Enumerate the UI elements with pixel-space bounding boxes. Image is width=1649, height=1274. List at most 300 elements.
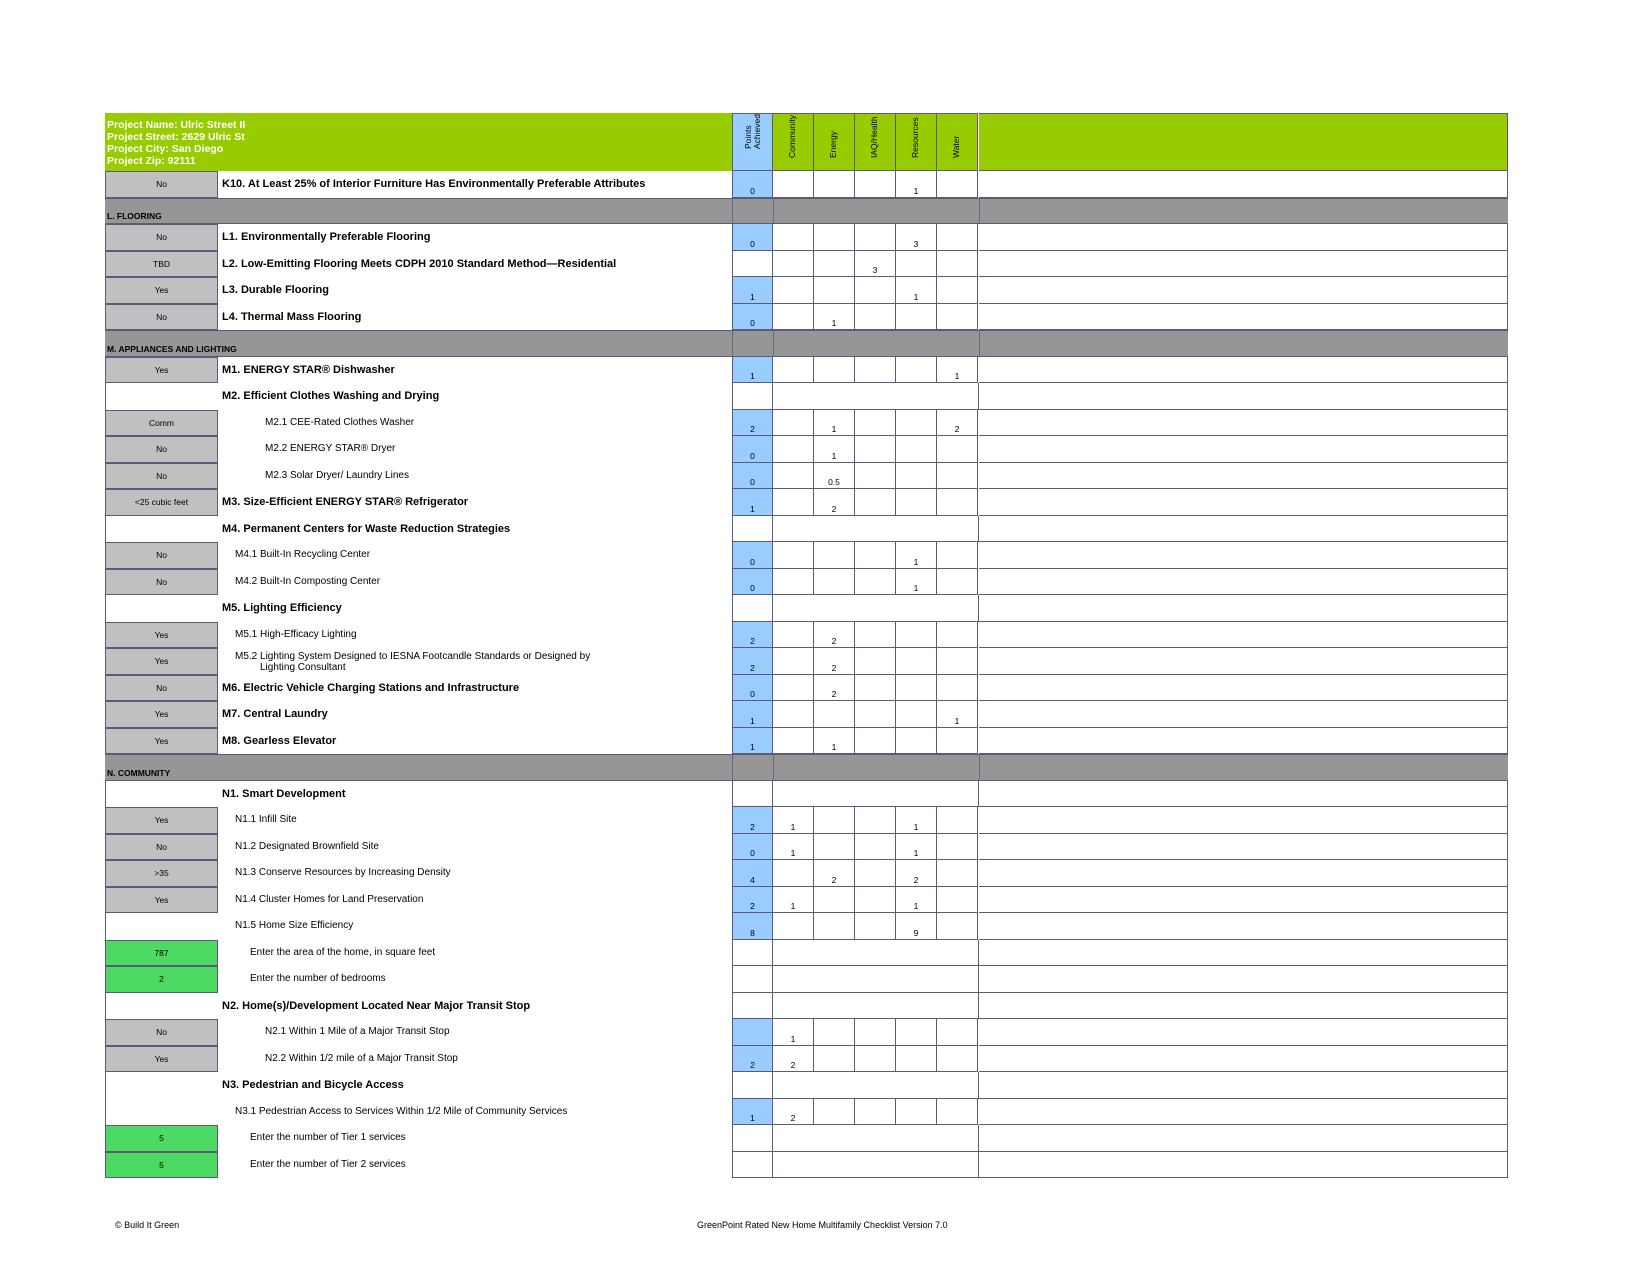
notes-cell[interactable] (979, 489, 1508, 516)
notes-cell[interactable] (979, 277, 1508, 304)
points-achieved-cell (732, 675, 773, 702)
iaq-health-points-cell (855, 436, 896, 463)
checklist-row (105, 1019, 1508, 1046)
measure-label: N1.4 Cluster Homes for Land Preservation (235, 893, 424, 905)
points-achieved-cell (732, 542, 773, 569)
checklist-row (105, 357, 1508, 384)
resources-points-cell (896, 171, 937, 198)
section-row (105, 754, 1508, 781)
category-merged-cell (773, 595, 979, 622)
water-points-cell (937, 1046, 978, 1073)
points-achieved-cell (732, 622, 773, 649)
notes-cell[interactable] (979, 1072, 1508, 1099)
resources-points-cell (896, 542, 937, 569)
notes-cell[interactable] (979, 171, 1508, 198)
response-select[interactable]: Yes (105, 277, 218, 304)
notes-cell[interactable] (979, 834, 1508, 861)
community-points-cell (773, 807, 814, 834)
water-points-cell (937, 887, 978, 914)
measure-description (218, 410, 732, 437)
checklist-row (105, 940, 1508, 967)
measure-description (218, 913, 732, 940)
community-points-cell (773, 277, 814, 304)
checklist-row (105, 860, 1508, 887)
energy-points-cell (814, 304, 855, 331)
project-info (105, 113, 732, 167)
checklist-row (105, 489, 1508, 516)
project-zip: Project Zip: 92111 (107, 155, 196, 167)
notes-cell[interactable] (979, 1019, 1508, 1046)
notes-cell[interactable] (979, 966, 1508, 993)
section-divider (732, 755, 733, 780)
response-select[interactable]: No (105, 463, 218, 490)
community-points-cell (773, 357, 814, 384)
energy-points-value: 1 (831, 742, 837, 752)
points-achieved-cell (732, 807, 773, 834)
energy-points-value: 1 (831, 318, 837, 328)
water-points-value: 2 (954, 424, 960, 434)
resources-points-cell (896, 251, 937, 278)
checklist-row (105, 675, 1508, 702)
iaq-health-points-cell (855, 224, 896, 251)
energy-points-cell (814, 675, 855, 702)
notes-cell[interactable] (979, 807, 1508, 834)
response-select[interactable]: >35 (105, 860, 218, 887)
water-points-cell (937, 304, 978, 331)
checklist-row (105, 1072, 1508, 1099)
measure-label: M5.1 High-Efficacy Lighting (235, 628, 357, 640)
resources-points-cell (896, 1099, 937, 1126)
measure-description (218, 171, 732, 198)
measure-label: Enter the area of the home, in square feet (250, 946, 436, 958)
measure-heading: M4. Permanent Centers for Waste Reduction Strategies (222, 522, 511, 535)
notes-cell[interactable] (979, 542, 1508, 569)
notes-cell[interactable] (979, 701, 1508, 728)
resources-points-cell (896, 489, 937, 516)
notes-cell[interactable] (979, 463, 1508, 490)
notes-cell[interactable] (979, 648, 1508, 675)
points-achieved-cell (732, 1019, 773, 1046)
resources-points-cell (896, 569, 937, 596)
checklist-row (105, 436, 1508, 463)
response-select[interactable]: Yes (105, 701, 218, 728)
measure-description (218, 489, 732, 516)
measure-description (218, 1046, 732, 1073)
measure-label: L1. Environmentally Preferable Flooring (222, 231, 431, 243)
points-achieved-cell (732, 834, 773, 861)
notes-cell[interactable] (979, 913, 1508, 940)
measure-label: M4.2 Built-In Composting Center (235, 575, 381, 587)
section-divider (773, 199, 774, 224)
points-achieved-cell (732, 595, 773, 622)
points-achieved-cell (732, 1152, 773, 1179)
iaq-health-points-cell (855, 887, 896, 914)
energy-points-cell (814, 1046, 855, 1073)
footer-copyright: © Build It Green (115, 1220, 180, 1230)
energy-points-cell (814, 834, 855, 861)
points-achieved-cell (732, 940, 773, 967)
water-points-cell (937, 277, 978, 304)
community-points-cell (773, 913, 814, 940)
points-achieved-cell (732, 993, 773, 1020)
measure-label-line2: Lighting Consultant (260, 662, 346, 673)
measure-label-line1: M5.2 Lighting System Designed to IESNA Footcandle Standards or Designed by (235, 651, 591, 662)
water-points-cell (937, 675, 978, 702)
checklist-row (105, 463, 1508, 490)
measure-label: M8. Gearless Elevator (222, 734, 337, 747)
points-achieved-cell (732, 516, 773, 543)
iaq-health-points-cell (855, 807, 896, 834)
section-bar (105, 330, 1508, 357)
community-points-cell (773, 171, 814, 198)
community-points-cell (773, 304, 814, 331)
response-select[interactable]: Yes (105, 887, 218, 914)
measure-description (218, 860, 732, 887)
category-merged-cell (773, 1072, 979, 1099)
water-points-cell (937, 622, 978, 649)
points-achieved-cell (732, 224, 773, 251)
section-bar (105, 754, 1508, 781)
response-select[interactable]: No (105, 542, 218, 569)
community-points-cell (773, 701, 814, 728)
checklist-row (105, 913, 1508, 940)
response-select[interactable]: No (105, 1019, 218, 1046)
checklist-row (105, 542, 1508, 569)
checklist-row (105, 701, 1508, 728)
measure-description (218, 675, 732, 702)
energy-points-cell (814, 489, 855, 516)
notes-cell[interactable] (979, 383, 1508, 410)
points-achieved-header (732, 113, 773, 171)
resources-points-cell (896, 728, 937, 755)
water-points-cell (937, 251, 978, 278)
measure-description (218, 436, 732, 463)
response-select[interactable]: No (105, 569, 218, 596)
resources-points-cell (896, 834, 937, 861)
resources-points-value: 2 (913, 874, 919, 885)
section-label: M. APPLIANCES AND LIGHTING (107, 343, 237, 354)
checklist-row (105, 251, 1508, 278)
resources-points-cell (896, 1046, 937, 1073)
response-input[interactable]: 5 (105, 1152, 218, 1179)
checklist-row (105, 1046, 1508, 1073)
measure-description (218, 1072, 732, 1099)
energy-points-cell (814, 728, 855, 755)
resources-points-cell (896, 622, 937, 649)
energy-points-cell (814, 887, 855, 914)
checklist-row (105, 622, 1508, 649)
water-points-cell (937, 542, 978, 569)
notes-cell[interactable] (979, 516, 1508, 543)
checklist-row (105, 410, 1508, 437)
measure-description (218, 648, 732, 675)
points-header-line2: Achieved (751, 114, 762, 149)
resources-points-value: 1 (913, 821, 919, 832)
header-row (105, 113, 1508, 171)
measure-description (218, 1019, 732, 1046)
water-points-cell (937, 860, 978, 887)
measure-heading: N1. Smart Development (222, 787, 346, 800)
resources-points-value: 9 (913, 927, 919, 938)
notes-cell[interactable] (979, 1099, 1508, 1126)
points-achieved-cell (732, 781, 773, 808)
measure-label: N2.2 Within 1/2 mile of a Major Transit Stop (265, 1052, 458, 1064)
energy-points-cell (814, 357, 855, 384)
checklist-row (105, 595, 1508, 622)
energy-points-cell (814, 463, 855, 490)
notes-cell[interactable] (979, 993, 1508, 1020)
points-value: 1 (750, 742, 755, 752)
community-points-cell (773, 436, 814, 463)
points-value: 0 (750, 848, 755, 858)
measure-description (218, 224, 732, 251)
community-points-cell (773, 1099, 814, 1126)
response-select[interactable]: No (105, 304, 218, 331)
notes-cell[interactable] (979, 622, 1508, 649)
section-label: L. FLOORING (107, 211, 162, 221)
points-achieved-cell (732, 304, 773, 331)
water-points-cell (937, 1019, 978, 1046)
measure-description (218, 595, 732, 622)
notes-cell[interactable] (979, 595, 1508, 622)
points-value: 2 (750, 636, 755, 646)
energy-points-cell (814, 410, 855, 437)
resources-points-cell (896, 463, 937, 490)
points-achieved-cell (732, 648, 773, 675)
section-label: N. COMMUNITY (107, 767, 171, 778)
notes-cell[interactable] (979, 781, 1508, 808)
checklist-row (105, 728, 1508, 755)
measure-description (218, 1125, 732, 1152)
section-divider (773, 755, 774, 780)
iaq-health-points-cell (855, 728, 896, 755)
iaq-health-points-cell (855, 648, 896, 675)
notes-cell[interactable] (979, 1046, 1508, 1073)
points-value: 0 (750, 450, 755, 461)
community-points-cell (773, 569, 814, 596)
category-merged-cell (773, 993, 979, 1020)
checklist-row (105, 569, 1508, 596)
water-points-cell (937, 489, 978, 516)
water-points-cell (937, 463, 978, 490)
energy-points-cell (814, 913, 855, 940)
points-value: 2 (750, 1060, 755, 1070)
points-achieved-cell (732, 1125, 773, 1152)
water-points-cell (937, 357, 978, 384)
checklist-sheet (105, 113, 1508, 1178)
resources-points-cell (896, 410, 937, 437)
points-value: 0 (750, 583, 755, 593)
response-input[interactable]: 787 (105, 940, 218, 967)
resources-points-value: 1 (913, 291, 919, 302)
notes-cell[interactable] (979, 887, 1508, 914)
resources-points-cell (896, 887, 937, 914)
measure-label: L3. Durable Flooring (222, 284, 329, 296)
water-points-cell (937, 171, 978, 198)
checklist-row (105, 648, 1508, 675)
notes-cell[interactable] (979, 1125, 1508, 1152)
response-select[interactable]: No (105, 675, 218, 702)
iaq-health-points-cell (855, 251, 896, 278)
notes-cell[interactable] (979, 675, 1508, 702)
water-points-cell (937, 648, 978, 675)
iaq-health-points-cell (855, 1019, 896, 1046)
checklist-row (105, 993, 1508, 1020)
section-row (105, 330, 1508, 357)
response-select[interactable]: Comm (105, 410, 218, 437)
energy-points-cell (814, 277, 855, 304)
measure-label: L2. Low-Emitting Flooring Meets CDPH 2010 Standard Method—Residential (222, 257, 617, 270)
response-select[interactable]: No (105, 436, 218, 463)
response-select[interactable]: <25 cubic feet (105, 489, 218, 516)
measure-heading: M2. Efficient Clothes Washing and Drying (222, 390, 440, 402)
points-achieved-cell (732, 489, 773, 516)
resources-points-cell (896, 304, 937, 331)
project-street: Project Street: 2629 Ulric St (107, 131, 245, 143)
points-value: 4 (750, 874, 755, 885)
points-value: 2 (750, 901, 755, 911)
measure-label (218, 648, 732, 673)
notes-cell[interactable] (979, 251, 1508, 278)
response-select[interactable]: Yes (105, 648, 218, 675)
checklist-row (105, 516, 1508, 543)
community-points-cell (773, 728, 814, 755)
points-value: 2 (750, 821, 755, 832)
community-points-cell (773, 622, 814, 649)
footer-version: GreenPoint Rated New Home Multifamily Checklist Version 7.0 (697, 1220, 948, 1230)
measure-label: M1. ENERGY STAR® Dishwasher (222, 363, 395, 376)
community-points-cell (773, 410, 814, 437)
notes-cell[interactable] (979, 569, 1508, 596)
points-value: 1 (750, 1113, 755, 1123)
category-merged-cell (773, 516, 979, 543)
points-value: 1 (750, 715, 755, 726)
iaq-health-points-cell (855, 171, 896, 198)
measure-description (218, 1152, 732, 1179)
iaq-health-points-cell (855, 304, 896, 331)
checklist-row (105, 383, 1508, 410)
points-achieved-cell (732, 463, 773, 490)
project-name: Project Name: Ulric Street II (107, 119, 246, 131)
response-select[interactable]: No (105, 224, 218, 251)
response-select[interactable]: Yes (105, 807, 218, 834)
energy-points-cell (814, 224, 855, 251)
resources-points-cell (896, 701, 937, 728)
resources-header: Resources (896, 113, 937, 171)
iaq-health-points-cell (855, 701, 896, 728)
notes-header (979, 113, 1508, 171)
response-select[interactable]: Yes (105, 728, 218, 755)
measure-description (218, 701, 732, 728)
checklist-row (105, 807, 1508, 834)
water-points-value: 1 (954, 715, 960, 726)
category-merged-cell (773, 383, 979, 410)
energy-points-value: 2 (831, 662, 837, 673)
resources-points-value: 1 (913, 583, 919, 593)
water-points-cell (937, 834, 978, 861)
energy-points-cell (814, 1099, 855, 1126)
measure-label: M4.1 Built-In Recycling Center (235, 549, 371, 560)
community-points-cell (773, 251, 814, 278)
energy-points-cell (814, 251, 855, 278)
iaq-health-points-cell (855, 834, 896, 861)
measure-label: N1.5 Home Size Efficiency (235, 920, 354, 931)
points-achieved-cell (732, 436, 773, 463)
checklist-row (105, 1125, 1508, 1152)
response-select[interactable]: No (105, 171, 218, 198)
measure-label: N2.1 Within 1 Mile of a Major Transit Stop (265, 1026, 450, 1037)
measure-label: N3.1 Pedestrian Access to Services Within 1/2 Mile of Community Services (235, 1105, 568, 1117)
measure-label: M7. Central Laundry (222, 708, 328, 720)
water-points-cell (937, 701, 978, 728)
response-select[interactable]: Yes (105, 622, 218, 649)
response-select[interactable]: No (105, 834, 218, 861)
measure-label: N1.1 Infill Site (235, 814, 297, 825)
notes-cell[interactable] (979, 357, 1508, 384)
notes-cell[interactable] (979, 1152, 1508, 1179)
community-header: Community (773, 113, 814, 171)
points-value: 0 (750, 238, 755, 249)
measure-label: N1.2 Designated Brownfield Site (235, 840, 379, 852)
community-points-cell (773, 648, 814, 675)
water-points-value: 1 (954, 371, 960, 381)
iaq-health-points-cell (855, 569, 896, 596)
energy-points-value: 1 (831, 450, 837, 461)
points-achieved-cell (732, 728, 773, 755)
measure-description (218, 251, 732, 278)
iaq-health-points-cell (855, 357, 896, 384)
measure-description (218, 516, 732, 543)
resources-points-cell (896, 860, 937, 887)
notes-cell[interactable] (979, 410, 1508, 437)
notes-cell[interactable] (979, 940, 1508, 967)
measure-label: N1.3 Conserve Resources by Increasing Density (235, 867, 451, 878)
points-achieved-cell (732, 277, 773, 304)
response-input[interactable]: 5 (105, 1125, 218, 1152)
measure-description (218, 569, 732, 596)
community-points-value: 1 (790, 1033, 796, 1044)
community-points-cell (773, 834, 814, 861)
iaq-health-header: IAQ/Health (855, 113, 896, 171)
points-achieved-cell (732, 966, 773, 993)
measure-heading: N3. Pedestrian and Bicycle Access (222, 1079, 404, 1091)
notes-cell[interactable] (979, 436, 1508, 463)
category-merged-cell (773, 940, 979, 967)
water-points-cell (937, 436, 978, 463)
resources-points-cell (896, 1019, 937, 1046)
notes-cell[interactable] (979, 860, 1508, 887)
notes-cell[interactable] (979, 304, 1508, 331)
water-points-cell (937, 569, 978, 596)
response-select[interactable]: Yes (105, 357, 218, 384)
community-points-cell (773, 542, 814, 569)
response-input[interactable]: 2 (105, 966, 218, 993)
notes-cell[interactable] (979, 224, 1508, 251)
section-divider (979, 199, 980, 224)
resources-points-value: 1 (913, 556, 919, 567)
resources-points-value: 1 (913, 901, 919, 911)
water-points-cell (937, 913, 978, 940)
water-points-cell (937, 807, 978, 834)
points-value: 1 (750, 371, 755, 381)
section-row (105, 198, 1508, 225)
response-select[interactable]: Yes (105, 1046, 218, 1073)
community-points-value: 2 (790, 1060, 796, 1070)
notes-cell[interactable] (979, 728, 1508, 755)
points-achieved-cell (732, 701, 773, 728)
checklist-row (105, 966, 1508, 993)
response-select[interactable]: TBD (105, 251, 218, 278)
